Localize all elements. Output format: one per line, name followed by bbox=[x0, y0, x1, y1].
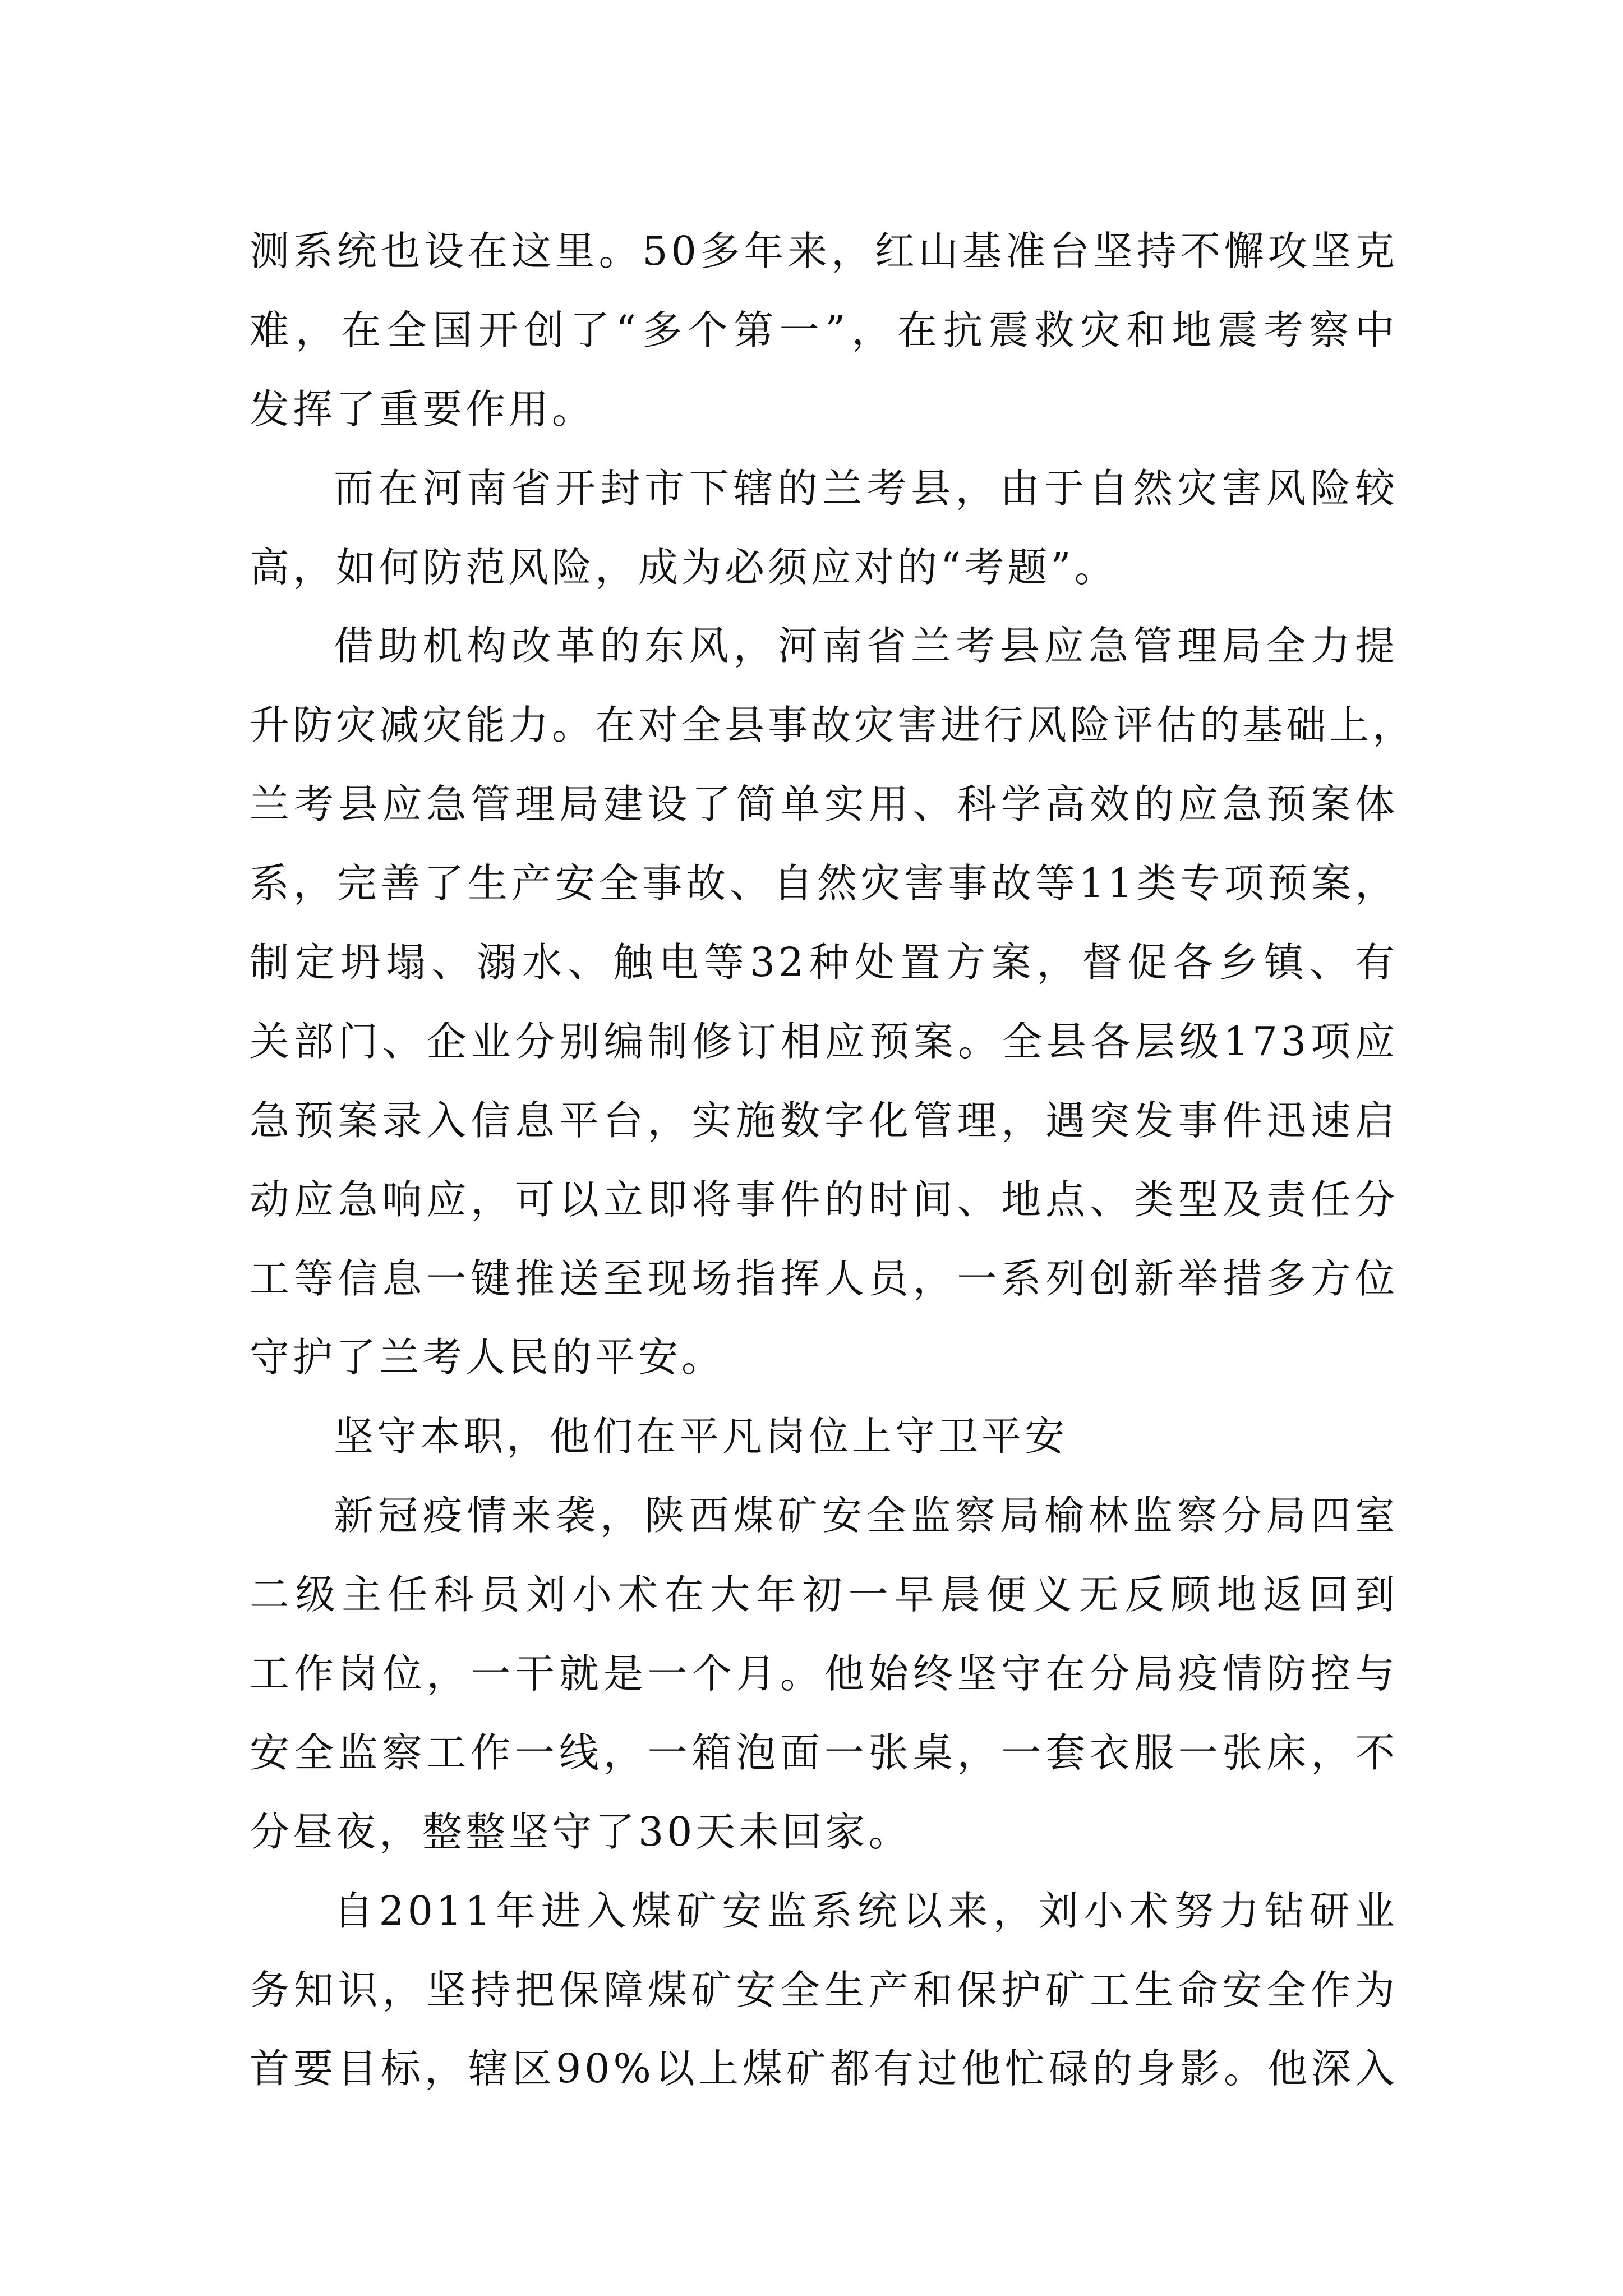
section-heading: 坚守本职，他们在平凡岗位上守卫平安 bbox=[334, 1413, 1068, 1460]
text-line: 高，如何防范风险，成为必须应对的“考题”。 bbox=[250, 544, 1118, 591]
paragraph-first-line: 而在河南省开封市下辖的兰考县，由于自然灾害风险较 bbox=[334, 464, 1398, 512]
text-line: 发挥了重要作用。 bbox=[250, 385, 596, 432]
text-line: 兰考县应急管理局建设了简单实用、科学高效的应急预案体 bbox=[250, 781, 1398, 828]
text-line: 守护了兰考人民的平安。 bbox=[250, 1334, 725, 1381]
paragraph-first-line: 新冠疫情来袭，陕西煤矿安全监察局榆林监察分局四室 bbox=[334, 1492, 1398, 1539]
text-line: 分昼夜，整整坚守了30天未回家。 bbox=[250, 1808, 912, 1855]
text-line: 首要目标，辖区90%以上煤矿都有过他忙碌的身影。他深入 bbox=[250, 2045, 1398, 2092]
text-line: 升防灾减灾能力。在对全县事故灾害进行风险评估的基础上， bbox=[250, 702, 1416, 749]
text-line: 急预案录入信息平台，实施数字化管理，遇突发事件迅速启 bbox=[250, 1097, 1398, 1144]
text-line: 工等信息一键推送至现场指挥人员，一系列创新举措多方位 bbox=[250, 1255, 1398, 1302]
text-line: 系，完善了生产安全事故、自然灾害事故等11类专项预案， bbox=[250, 860, 1398, 907]
text-line: 工作岗位，一干就是一个月。他始终坚守在分局疫情防控与 bbox=[250, 1650, 1398, 1697]
text-line: 动应急响应，可以立即将事件的时间、地点、类型及责任分 bbox=[250, 1176, 1398, 1223]
text-line: 二级主任科员刘小术在大年初一早晨便义无反顾地返回到 bbox=[250, 1571, 1398, 1618]
paragraph-first-line: 借助机构改革的东风，河南省兰考县应急管理局全力提 bbox=[334, 623, 1398, 670]
text-line: 关部门、企业分别编制修订相应预案。全县各层级173项应 bbox=[250, 1018, 1398, 1065]
body-text bbox=[250, 212, 1416, 2109]
text-line: 务知识，坚持把保障煤矿安全生产和保护矿工生命安全作为 bbox=[250, 1966, 1398, 2013]
text-line: 制定坍塌、溺水、触电等32种处置方案，督促各乡镇、有 bbox=[250, 939, 1398, 986]
text-line: 安全监察工作一线，一箱泡面一张桌，一套衣服一张床，不 bbox=[250, 1729, 1398, 1776]
text-line: 难，在全国开创了“多个第一”，在抗震救灾和地震考察中 bbox=[250, 306, 1398, 353]
text-line: 测系统也设在这里。50多年来，红山基准台坚持不懈攻坚克 bbox=[250, 228, 1398, 274]
paragraph-first-line: 自2011年进入煤矿安监系统以来，刘小术努力钻研业 bbox=[334, 1887, 1398, 1934]
